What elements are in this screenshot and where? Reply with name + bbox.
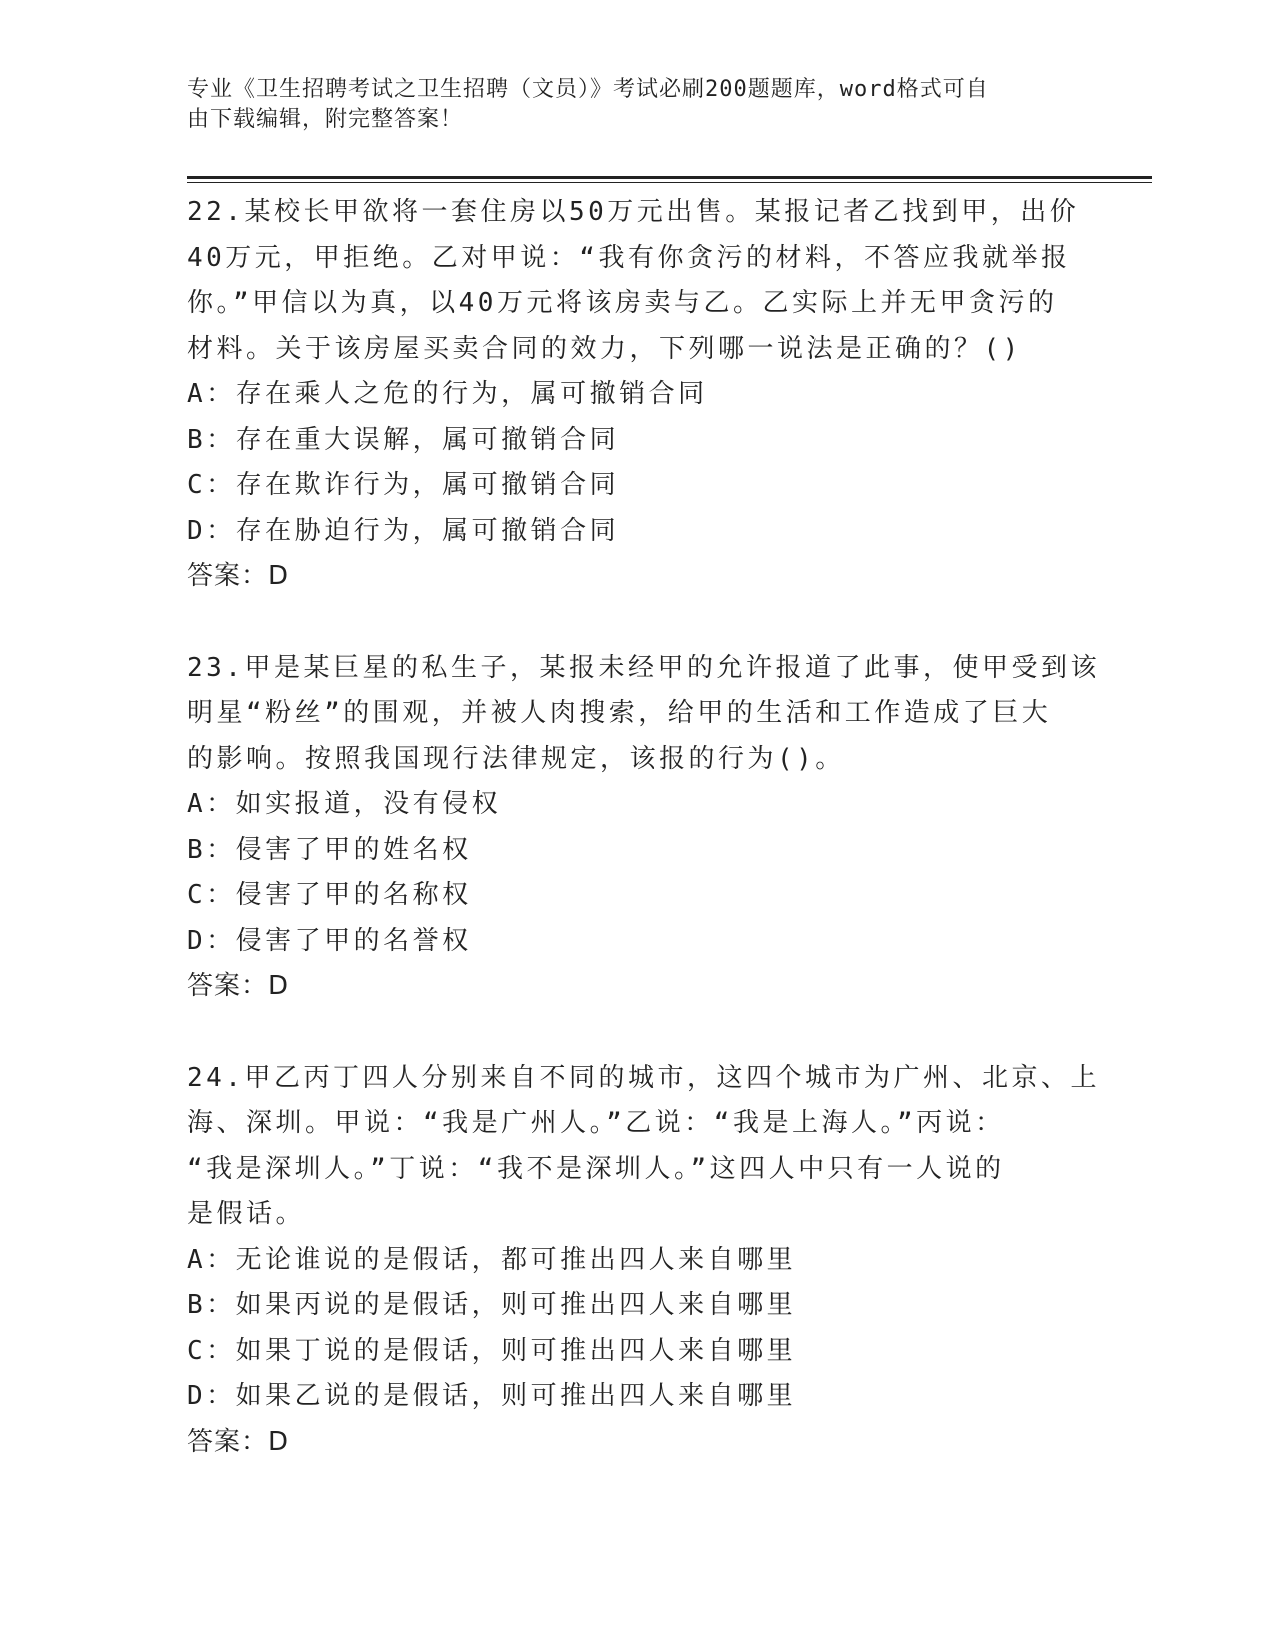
question-list [187, 190, 1100, 1511]
option-b: B：存在重大误解，属可撤销合同 [187, 424, 620, 455]
header-line: 由下载编辑，附完整答案！ [187, 107, 464, 132]
question-24 [187, 1056, 1100, 1466]
header-divider-thick [187, 176, 1152, 179]
question-stem-line: 明星“粉丝”的围观，并被人肉搜索，给甲的生活和工作造成了巨大 [187, 698, 1052, 728]
question-stem-line: “我是深圳人。”丁说：“我不是深圳人。”这四人中只有一人说的 [187, 1153, 1005, 1184]
option-a: A：无论谁说的是假话，都可推出四人来自哪里 [187, 1244, 797, 1275]
option-c: C：存在欺诈行为，属可撤销合同 [187, 470, 620, 500]
option-d: D：存在胁迫行为，属可撤销合同 [187, 515, 620, 546]
question-22 [187, 190, 1087, 600]
option-d: D：如果乙说的是假话，则可推出四人来自哪里 [187, 1381, 797, 1411]
question-stem-line: 海、深圳。甲说：“我是广州人。”乙说：“我是上海人。”丙说： [187, 1108, 1005, 1138]
document-header [187, 75, 1067, 135]
option-a: A：存在乘人之危的行为，属可撤销合同 [187, 379, 708, 409]
question-stem-line: 23.甲是某巨星的私生子，某报未经甲的允许报道了此事，使甲受到该 [187, 652, 1100, 683]
option-b: B：侵害了甲的姓名权 [187, 834, 472, 865]
option-c: C：如果丁说的是假话，则可推出四人来自哪里 [187, 1335, 797, 1366]
answer-label: 答案：D [187, 561, 290, 591]
answer-label: 答案：D [187, 971, 290, 1001]
question-stem-line: 40万元，甲拒绝。乙对甲说：“我有你贪污的材料，不答应我就举报 [187, 242, 1071, 273]
question-stem-line: 的影响。按照我国现行法律规定，该报的行为()。 [187, 743, 845, 774]
option-d: D：侵害了甲的名誉权 [187, 925, 472, 956]
question-23 [187, 646, 1100, 1010]
header-divider-thin [187, 182, 1152, 183]
question-stem-line: 你。”甲信以为真，以40万元将该房卖与乙。乙实际上并无甲贪污的 [187, 288, 1058, 318]
question-stem-line: 22.某校长甲欲将一套住房以50万元出售。某报记者乙找到甲，出价 [187, 197, 1080, 227]
option-c: C：侵害了甲的名称权 [187, 880, 472, 910]
header-line: 专业《卫生招聘考试之卫生招聘（文员）》考试必刷200题题库，word格式可自 [187, 77, 989, 102]
question-stem-line: 材料。关于该房屋买卖合同的效力，下列哪一说法是正确的？() [187, 333, 1022, 364]
option-b: B：如果丙说的是假话，则可推出四人来自哪里 [187, 1290, 797, 1320]
option-a: A：如实报道，没有侵权 [187, 789, 502, 819]
question-stem-line: 是假话。 [187, 1199, 306, 1229]
answer-label: 答案：D [187, 1426, 290, 1457]
question-stem-line: 24.甲乙丙丁四人分别来自不同的城市，这四个城市为广州、北京、上 [187, 1062, 1100, 1093]
